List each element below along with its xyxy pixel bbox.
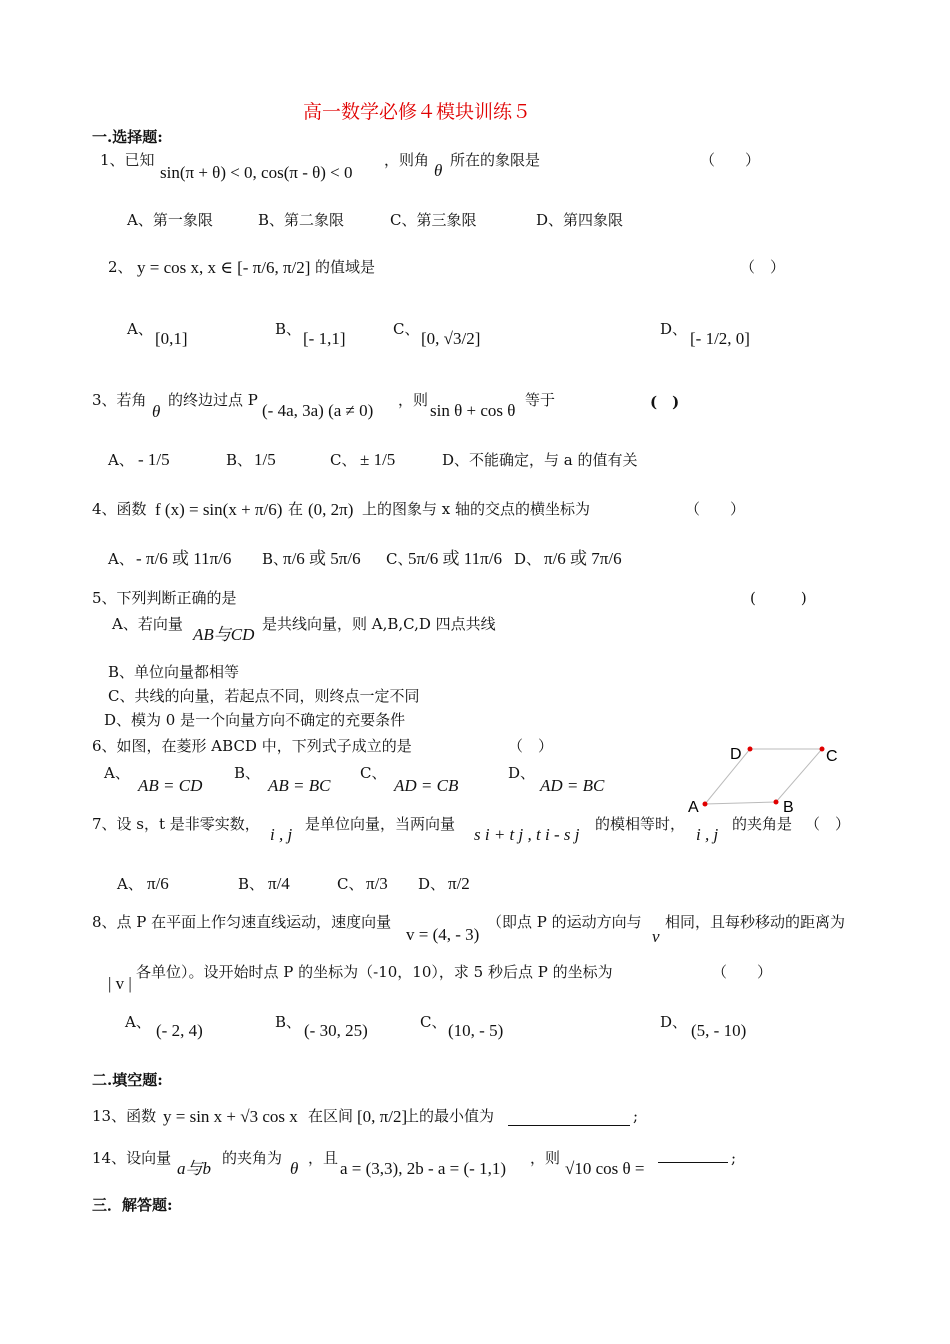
q1-mid: ，则角 — [384, 151, 430, 169]
q14-mid: 的夹角为 — [222, 1149, 283, 1167]
q6-b-label: B、 — [234, 764, 261, 782]
q14-theta: θ — [290, 1159, 299, 1178]
section-solve: 三．解答题: — [92, 1196, 173, 1214]
q7-tail: 的夹角是 — [732, 815, 793, 833]
q8-line2: 各单位）。设开始时点 P 的坐标为（-10，10），求 5 秒后点 P 的坐标为 — [136, 963, 613, 981]
q5-paren: ( ) — [750, 589, 807, 607]
q1-paren: （ ） — [700, 151, 761, 169]
q8-absv: | v | — [108, 974, 132, 993]
q14-ab: a与b — [177, 1159, 211, 1178]
q8-v: v = (4, - 3) — [406, 925, 480, 944]
q8-a-label: A、 — [125, 1013, 151, 1031]
q14-num: 14、设向量 — [92, 1149, 172, 1167]
q2-option-a: [0,1] — [155, 329, 188, 348]
q3-paren: ( ) — [650, 393, 680, 411]
q3-num: 3、若角 — [92, 391, 147, 409]
q6-option-c: AD = CB — [394, 776, 459, 795]
q4-d-label: D、 — [514, 550, 542, 568]
q14-expr2: √10 cos θ = — [565, 1159, 645, 1178]
q5-option-d: D、模为 0 是一个向量方向不确定的充要条件 — [104, 711, 406, 729]
q14-end: ; — [731, 1149, 737, 1167]
q6-d-label: D、 — [508, 764, 536, 782]
q1-num: 1、已知 — [100, 151, 155, 169]
q7-a-label: A、 — [117, 875, 143, 893]
q7-option-b: π/4 — [268, 874, 290, 893]
q7-option-c: π/3 — [366, 874, 388, 893]
q3-tail: 等于 — [525, 391, 556, 409]
vertex-label-b: B — [783, 799, 794, 816]
q1-theta: θ — [434, 161, 443, 180]
q4-c-label: C、 — [386, 550, 413, 568]
q5-a-tail: 是共线向量，则 A,B,C,D 四点共线 — [262, 615, 496, 633]
q4-tail: 上的图象与 x 轴的交点的横坐标为 — [362, 500, 590, 518]
q7-expr: s i + t j , t i - s j — [474, 825, 580, 844]
q8-v2: v — [652, 927, 660, 946]
q6-option-b: AB = BC — [268, 776, 331, 795]
q2-d-label: D、 — [660, 320, 688, 338]
vertex-label-a: A — [688, 799, 699, 816]
q2-num: 2、 — [108, 258, 133, 276]
q2-option-c: [0, √3/2] — [421, 329, 481, 348]
q6-c-label: C、 — [360, 764, 387, 782]
q3-mid: 的终边过点 P — [168, 391, 258, 409]
q8-b-label: B、 — [275, 1013, 302, 1031]
section-choice: 一.选择题: — [92, 128, 163, 146]
q4-option-d: π/6 或 7π/6 — [544, 549, 622, 568]
q14-expr: a = (3,3), 2b - a = (- 1,1) — [340, 1159, 506, 1178]
q6-num: 6、如图，在菱形 ABCD 中，下列式子成立的是 — [92, 737, 412, 755]
q4-interval: (0, 2π) — [308, 500, 354, 519]
q8-option-b: (- 30, 25) — [304, 1021, 368, 1040]
q7-paren: （ ） — [805, 815, 851, 833]
q14-answer-blank[interactable] — [658, 1162, 728, 1163]
vertex-label-d: D — [730, 746, 742, 763]
q7-d-label: D、 — [418, 875, 446, 893]
q3-point: (- 4a, 3a) (a ≠ 0) — [262, 401, 374, 420]
q13-mid: 在区间 — [308, 1107, 354, 1125]
q13-answer-blank[interactable] — [508, 1125, 630, 1126]
page-title: 高一数学必修４模块训练５ — [303, 101, 532, 123]
q7-option-a: π/6 — [147, 874, 169, 893]
q3-mid2: ，则 — [398, 391, 429, 409]
q1-option-b: B、第二象限 — [258, 211, 345, 229]
q3-a-label: A、 — [108, 451, 134, 469]
q3-b-label: B、 — [226, 451, 253, 469]
q8-mid: （即点 P 的运动方向与 — [487, 913, 642, 931]
q7-mid2: 的模相等时， — [595, 815, 686, 833]
q13-expr: y = sin x + √3 cos x — [163, 1107, 298, 1126]
q5-a-expr: AB与CD — [193, 625, 255, 644]
q8-d-label: D、 — [660, 1013, 688, 1031]
q4-option-c: 5π/6 或 11π/6 — [408, 549, 502, 568]
q7-ij2: i , j — [696, 825, 719, 844]
q4-b-label: B、 — [262, 550, 289, 568]
q8-num: 8、点 P 在平面上作匀速直线运动，速度向量 — [92, 913, 392, 931]
q4-mid: 在 — [288, 500, 304, 518]
q4-paren: （ ） — [685, 500, 746, 518]
q6-option-a: AB = CD — [138, 776, 203, 795]
q3-option-a: - 1/5 — [138, 450, 170, 469]
q7-option-d: π/2 — [448, 874, 470, 893]
q8-option-c: (10, - 5) — [448, 1021, 504, 1040]
q2-option-d: [- 1/2, 0] — [690, 329, 750, 348]
vertex-label-c: C — [826, 748, 838, 765]
q5-num: 5、下列判断正确的是 — [92, 589, 237, 607]
q3-option-d: D、不能确定，与 a 的值有关 — [442, 451, 638, 469]
q4-num: 4、函数 — [92, 500, 147, 518]
q3-option-b: 1/5 — [254, 450, 276, 469]
q6-option-d: AD = BC — [540, 776, 605, 795]
rhombus-figure — [680, 738, 850, 820]
q5-a-pre: A、若向量 — [112, 615, 183, 633]
q2-c-label: C、 — [393, 320, 420, 338]
q2-paren: （ ） — [740, 258, 786, 276]
q2-b-label: B、 — [275, 320, 302, 338]
q8-c-label: C、 — [420, 1013, 447, 1031]
q7-b-label: B、 — [238, 875, 265, 893]
q7-mid: 是单位向量，当两向量 — [305, 815, 456, 833]
q8-tail: 相同，且每秒移动的距离为 — [665, 913, 846, 931]
q8-option-d: (5, - 10) — [691, 1021, 747, 1040]
q3-c-label: C、 — [330, 451, 357, 469]
q7-ij: i , j — [270, 825, 293, 844]
q1-tail: 所在的象限是 — [450, 151, 541, 169]
q14-mid2: ，且 — [308, 1149, 339, 1167]
q4-a-label: A、 — [108, 550, 134, 568]
section-fill: 二.填空题: — [92, 1071, 163, 1089]
q13-end: ; — [633, 1107, 639, 1125]
q13-num: 13、函数 — [92, 1107, 157, 1125]
q13-tail: 上的最小值为 — [404, 1107, 495, 1125]
q1-cond: sin(π + θ) < 0, cos(π - θ) < 0 — [160, 163, 353, 182]
q3-option-c: ± 1/5 — [360, 450, 396, 469]
q6-paren: （ ） — [508, 737, 554, 755]
q1-option-d: D、第四象限 — [536, 211, 624, 229]
q2-tail: 的值域是 — [315, 258, 376, 276]
q8-option-a: (- 2, 4) — [156, 1021, 203, 1040]
q2-a-label: A、 — [127, 320, 153, 338]
q4-option-a: - π/6 或 11π/6 — [136, 549, 232, 568]
q2-option-b: [- 1,1] — [303, 329, 346, 348]
q7-c-label: C、 — [337, 875, 364, 893]
q4-option-b: π/6 或 5π/6 — [283, 549, 361, 568]
q5-option-c: C、共线的向量，若起点不同，则终点一定不同 — [108, 687, 420, 705]
q7-num: 7、设 s，t 是非零实数， — [92, 815, 260, 833]
q14-mid3: ，则 — [530, 1149, 561, 1167]
q13-interval: [0, π/2] — [357, 1107, 408, 1126]
q3-theta: θ — [152, 402, 161, 421]
q6-a-label: A、 — [104, 764, 130, 782]
q4-expr: f (x) = sin(x + π/6) — [155, 500, 283, 519]
q2-expr: y = cos x, x ∈ [- π/6, π/2] — [137, 258, 311, 277]
q8-paren: （ ） — [712, 963, 773, 981]
q3-expr: sin θ + cos θ — [430, 401, 516, 420]
q1-option-a: A、第一象限 — [127, 211, 213, 229]
q5-option-b: B、单位向量都相等 — [108, 663, 240, 681]
q1-option-c: C、第三象限 — [390, 211, 477, 229]
